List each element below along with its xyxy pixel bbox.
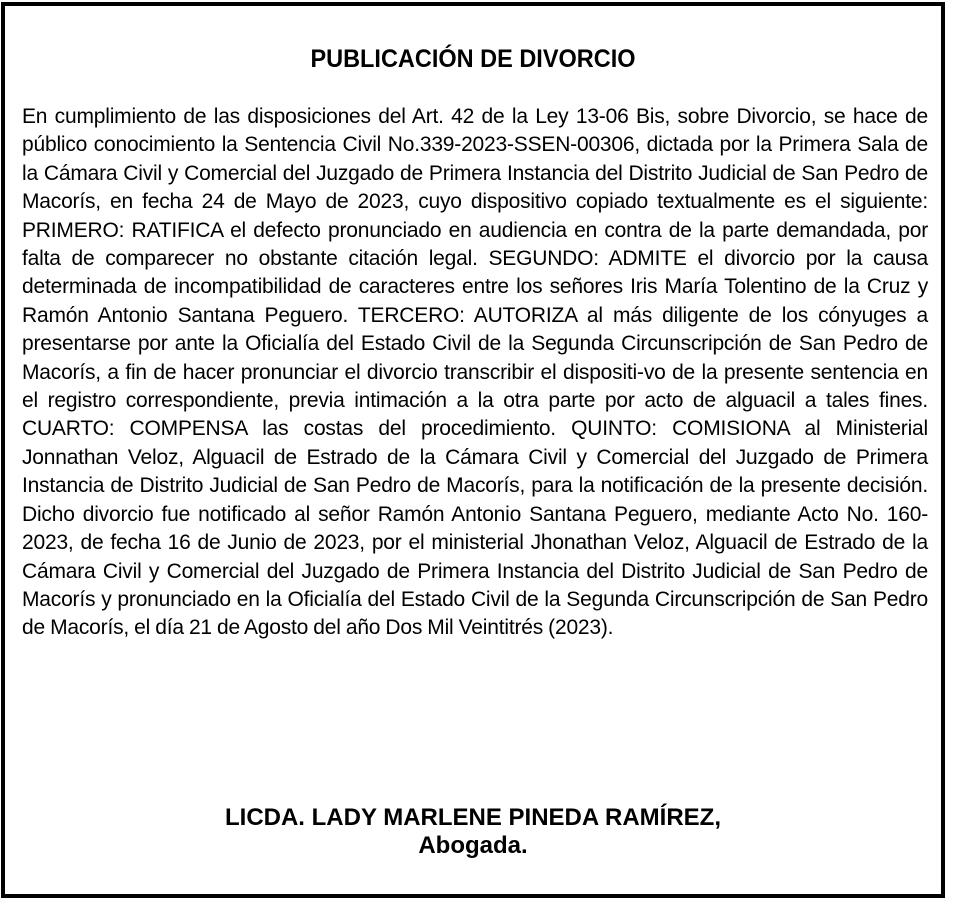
signature-role: Abogada.	[418, 832, 528, 859]
notice-body: En cumplimiento de las disposiciones del Art. 42 de la Ley 13-06 Bis, sobre Divorcio, se hace de público conocimiento la Sentencia Civil No.339-2023-SSEN-00306, dictada por la Primera Sala de la Cámara Civil y Comercial del Juzgado de Primera Instancia del Distrito Judicial de San Pedro de Macorís, en fecha 24 de Mayo de 2023, cuyo dispositivo copiado textualmente es el siguiente: PRIMERO: RATIFICA el defecto pronunciado en audiencia en contra de la parte demandada, por falta de comparecer no obstante citación legal. SEGUNDO: ADMITE el divorcio por la causa determinada de incompatibilidad de caracteres entre los señores Iris María Tolentino de la Cruz y Ramón Antonio Santana Peguero. TERCERO: AUTORIZA al más diligente de los cónyuges a presentarse por ante la Oficialía del Estado Civil de la Segunda Circunscripción de San Pedro de Macorís, a fin de hacer pronunciar el divorcio transcribir el dispositi-vo de la presente sentencia en el registro correspondiente, previa intimación a la otra parte por acto de alguacil a tales fines. CUARTO: COMPENSA las costas del procedimiento. QUINTO: COMISIONA al Ministerial Jonnathan Veloz, Alguacil de Estrado de la Cámara Civil y Comercial del Juzgado de Primera Instancia de Distrito Judicial de San Pedro de Macorís, para la notificación de la presente decisión. Dicho divorcio fue notificado al señor Ramón Antonio Santana Peguero, mediante Acto No. 160-2023, de fecha 16 de Junio de 2023, por el ministerial Jhonathan Veloz, Alguacil de Estrado de la Cámara Civil y Comercial del Juzgado de Primera Instancia del Distrito Judicial de San Pedro de Macorís y pronunciado en la Oficialía del Estado Civil de la Segunda Circunscripción de San Pedro de Macorís, el día 21 de Agosto del año Dos Mil Veintitrés (2023).	[22, 105, 928, 640]
signature-block	[5, 804, 941, 860]
notice-title: PUBLICACIÓN DE DIVORCIO	[310, 45, 636, 73]
signature-name: LICDA. LADY MARLENE PINEDA RAMÍREZ,	[224, 804, 721, 831]
notice-frame	[1, 2, 945, 898]
